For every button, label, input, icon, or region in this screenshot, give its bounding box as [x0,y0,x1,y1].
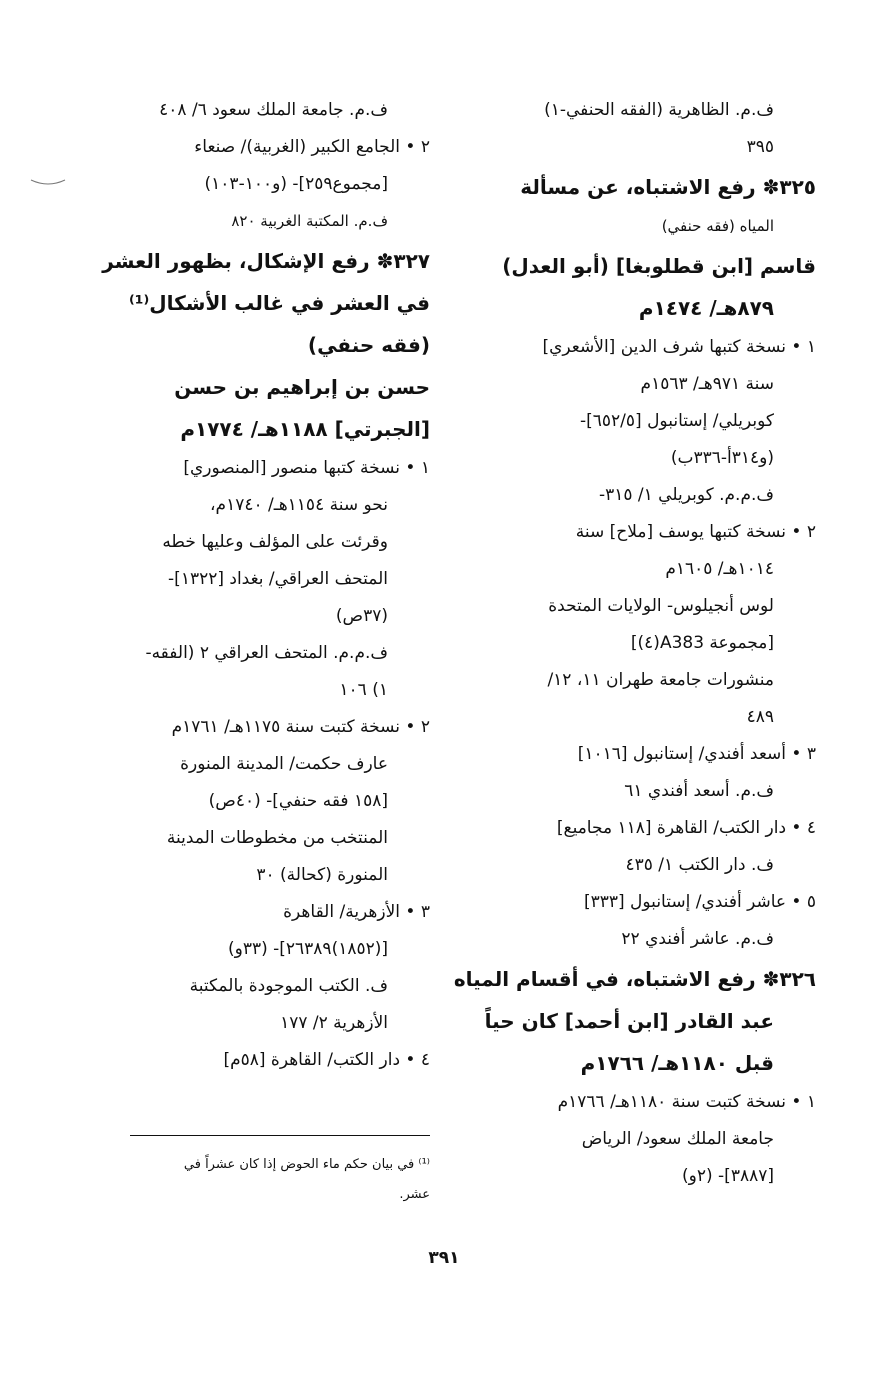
left-column-line: [(١٨٥٢)٢٦٣٨٩]- (٣٣و) [227,939,388,959]
left-column-line: نحو سنة ١١٥٤هـ/ ١٧٤٠م، [210,495,388,515]
left-column-line: ف.م. جامعة الملك سعود ٦/ ٤٠٨ [159,100,388,120]
right-column-line: ف.م. الظاهرية (الفقه الحنفي-١) [544,100,774,120]
right-column-line: ف.م.م. كوبريلي ١/ ٣١٥- [598,485,774,505]
left-column-line: ٢ • الجامع الكبير (الغربية)/ صنعاء [194,137,430,157]
footnote-line: ⁽¹⁾ في بيان حكم ماء الحوض إذا كان عشراً في [183,1157,430,1172]
right-column-line: ف. دار الكتب ١/ ٤٣٥ [625,855,774,875]
footnote-line: عشر. [399,1187,430,1202]
left-column-line: ف.م.م. المتحف العراقي ٢ (الفقه- [145,643,388,663]
right-column-line: لوس أنجيلوس- الولايات المتحدة [548,596,774,616]
left-column-line: المنورة (كحالة) ٣٠ [256,865,388,885]
left-column-line: عارف حكمت/ المدينة المنورة [180,754,388,774]
footnote-separator [130,1135,430,1136]
right-column-line: منشورات جامعة طهران ١١، ١٢/ [547,670,774,690]
right-column-line: (و٣١٤أ-٣٣٦ب) [670,448,774,468]
left-column-line: حسن بن إبراهيم بن حسن [174,375,430,399]
right-column-line: ٤ • دار الكتب/ القاهرة [١١٨ مجاميع] [556,818,816,838]
left-column-line: (٣٧ص) [335,606,388,626]
right-column-line: ٣٩٥ [746,137,774,157]
right-column-line: ١ • نسخة كتبت سنة ١١٨٠هـ/ ١٧٦٦م [557,1092,816,1112]
left-column-line: ف. الكتب الموجودة بالمكتبة [189,976,388,996]
page-number: ٣٩١ [428,1248,460,1268]
left-column-line: وقرئت على المؤلف وعليها خطه [162,532,388,552]
left-column-line: [١٥٨ فقه حنفي]- (٤٠ص) [208,791,388,811]
right-column-line: [مجموعة A383(٤)] [630,633,774,653]
right-column-line: المياه (فقه حنفي) [661,217,774,235]
left-column-line: المنتخب من مخطوطات المدينة [166,828,388,848]
left-column-line: ١) ١٠٦ [339,680,388,700]
left-column-line: المتحف العراقي/ بغداد [١٣٢٢]- [168,569,388,589]
left-column-line: ف.م. المكتبة الغربية ٨٢٠ [231,212,388,230]
right-column-line: ٨٧٩هـ/ ١٤٧٤م [638,296,774,320]
right-column-line: قبل ١١٨٠هـ/ ١٧٦٦م [580,1051,774,1075]
left-column-line: ٢ • نسخة كتبت سنة ١١٧٥هـ/ ١٧٦١م [171,717,430,737]
right-column-line: ٤٨٩ [746,707,774,727]
left-column-line: ٤ • دار الكتب/ القاهرة [٥٨م] [223,1050,430,1070]
right-column-line: ١ • نسخة كتبها شرف الدين [الأشعري] [542,337,816,357]
right-column-line: سنة ٩٧١هـ/ ١٥٦٣م [640,374,774,394]
right-column [453,92,816,1195]
footnote [100,1150,430,1210]
left-column-line: ١ • نسخة كتبها منصور [المنصوري] [183,458,430,478]
right-column-line: ف.م. أسعد أفندي ٦١ [624,781,774,801]
right-column-line: جامعة الملك سعود/ الرياض [581,1129,774,1149]
right-column-line: قاسم [ابن قطلوبغا] (أبو العدل) [502,254,816,278]
right-column-line: [٣٨٨٧]- (٢و) [682,1166,774,1186]
right-column-line: ف.م. عاشر أفندي ٢٢ [621,929,774,949]
left-column-line: ٣ • الأزهرية/ القاهرة [283,902,430,922]
right-column-line: ٣٢٦✽ رفع الاشتباه، في أقسام المياه [453,967,816,991]
left-column-line: ٣٢٧✽ رفع الإشكال، بظهور العشر [102,249,430,273]
right-column-line: ٣٢٥✽ رفع الاشتباه، عن مسألة [520,175,816,199]
right-column-line: ٥ • عاشر أفندي/ إستانبول [٣٣٣] [583,892,816,912]
right-column-line: ٣ • أسعد أفندي/ إستانبول [١٠١٦] [577,744,816,764]
right-column-line: كوبريلي/ إستانبول [٦٥٢/٥]- [579,411,774,431]
left-column-line: في العشر في غالب الأشكال⁽¹⁾ [128,291,430,315]
right-column-line: ١٠١٤هـ/ ١٦٠٥م [665,559,774,579]
right-column-line: ٢ • نسخة كتبها يوسف [ملاح] سنة [575,522,816,542]
margin-mark [30,178,66,186]
left-column-line: الأزهرية ٢/ ١٧٧ [280,1013,388,1033]
left-column-line: [مجموع٢٥٩]- (و١٠٠-١٠٣) [204,174,388,194]
left-column-line: [الجبرتي] ١١٨٨هـ/ ١٧٧٤م [180,417,430,441]
right-column-line: عبد القادر [ابن أحمد] كان حياً [484,1009,774,1033]
left-column-line: (فقه حنفي) [307,333,430,357]
left-column [94,92,430,1079]
